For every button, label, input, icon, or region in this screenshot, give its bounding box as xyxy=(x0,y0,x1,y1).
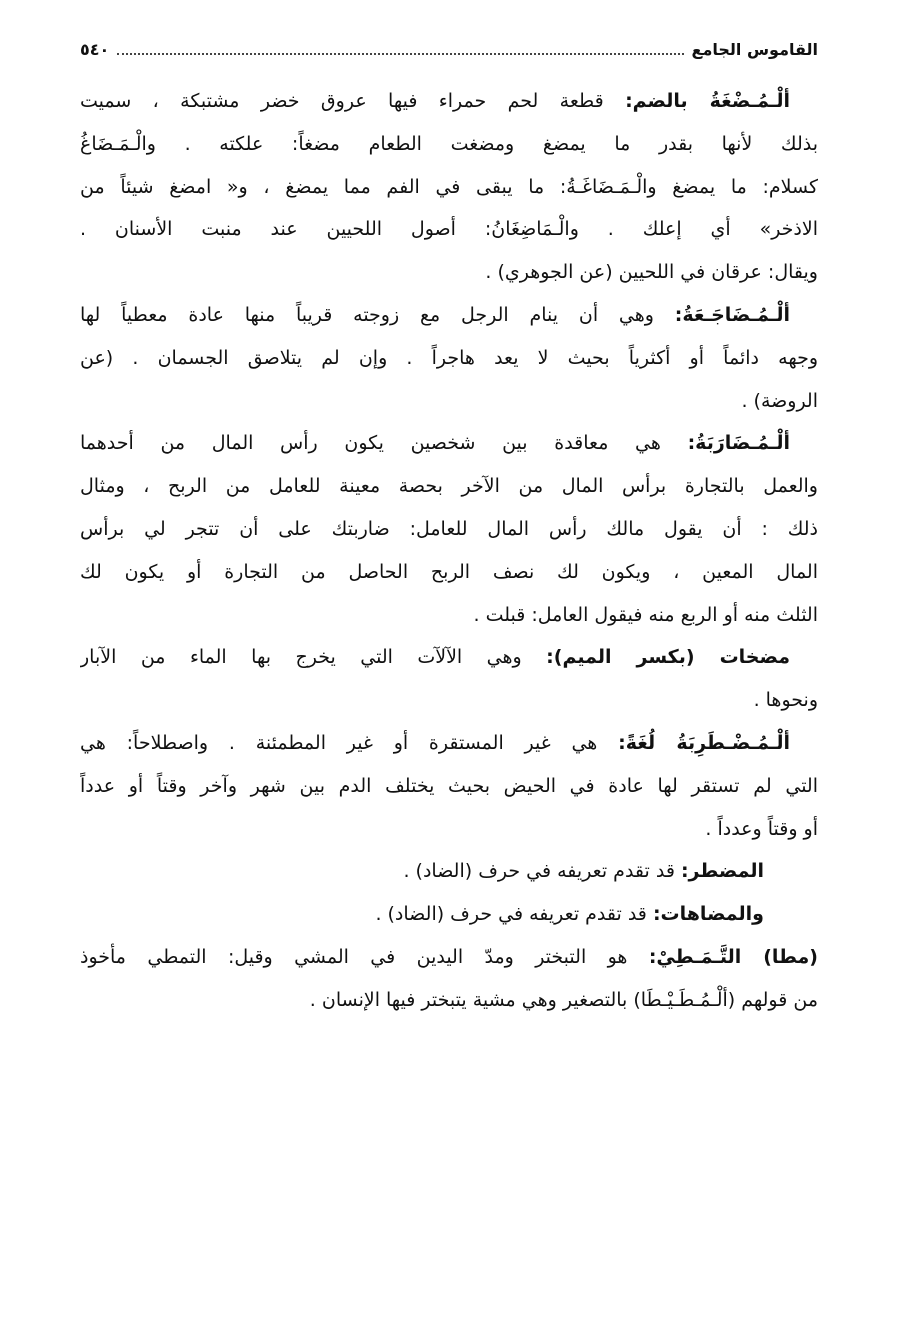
leader-dots xyxy=(117,43,683,55)
definition-text: قد تقدم تعريفه في حرف (الضاد) . xyxy=(375,903,653,926)
text-line xyxy=(80,936,818,979)
text-line xyxy=(80,850,818,893)
definition-text: وهي الآلآت التي يخرج بها الماء من الآبار xyxy=(80,646,547,669)
definition-text: الاذخر» أي إعلك . والْـمَاضِغَانُ: أصول اللحيين عند منبت الأسنان . xyxy=(80,218,818,241)
definition-text: الثلث منه أو الربع منه فيقول العامل: قبلت . xyxy=(473,603,818,626)
definition-text: هو التبختر ومدّ اليدين في المشي وقيل: التمطي مأخوذ xyxy=(80,945,649,968)
headword: ألْـمُـضَاجَـعَةُ: xyxy=(674,303,790,326)
definition-text: التي لم تستقر لها عادة في الحيض بحيث يختلف الدم بين شهر وآخر وقتاً أو عدداً xyxy=(80,774,818,797)
definition-text: الروضة) . xyxy=(741,389,818,412)
text-line xyxy=(80,380,818,423)
headword: (مطا) التَّـمَـطِيْ: xyxy=(648,945,818,968)
text-line xyxy=(80,251,818,294)
definition-text: المال المعين ، ويكون لك نصف الربح الحاصل من التجارة أو يكون لك xyxy=(80,560,818,583)
text-line xyxy=(80,765,818,808)
definition-text: قد تقدم تعريفه في حرف (الضاد) . xyxy=(403,860,681,883)
text-line xyxy=(80,465,818,508)
text-line xyxy=(80,123,818,166)
headword: ألْـمُـضَارَبَةُ: xyxy=(687,432,790,455)
text-line xyxy=(80,679,818,722)
definition-text: بذلك لأنها بقدر ما يمضغ ومضغت الطعام مضغاً: علكته . والْـمَـضَاغُ xyxy=(80,132,818,155)
definition-text: هي معاقدة بين شخصين يكون رأس المال من أحدهما xyxy=(80,432,688,455)
text-line xyxy=(80,979,818,1022)
definition-text: ويقال: عرقان في اللحيين (عن الجوهري) . xyxy=(485,261,818,284)
text-line xyxy=(80,594,818,637)
text-line xyxy=(80,508,818,551)
headword: ألْـمُـضْـطَرِبَةُ لُغَةً: xyxy=(618,731,791,754)
page-number: ٥٤٠ xyxy=(80,39,110,59)
definition-text: قطعة لحم حمراء فيها عروق خضر مشتبكة ، سميت xyxy=(80,90,626,112)
text-line xyxy=(80,80,818,123)
text-line xyxy=(80,722,818,765)
text-line xyxy=(80,893,818,936)
definition-text: وهي أن ينام الرجل مع زوجته قريباً منها عادة معطياً لها xyxy=(80,303,675,326)
definition-text: هي غير المستقرة أو غير المطمئنة . واصطلاحاً: هي xyxy=(80,731,619,754)
text-line xyxy=(80,636,818,679)
definition-text: ذلك : أن يقول مالك رأس المال للعامل: ضاربتك على أن تتجر لي برأس xyxy=(80,517,818,540)
definition-text: أو وقتاً وعدداً . xyxy=(705,817,818,840)
text-line xyxy=(80,208,818,251)
text-line xyxy=(80,294,818,337)
text-line xyxy=(80,166,818,209)
running-header xyxy=(80,34,818,64)
definition-text: كسلام: ما يمضغ والْـمَـضَاغَـةُ: ما يبقى في الفم مما يمضغ ، و« امضغ شيئاً من xyxy=(80,175,818,198)
definition-text: والعمل بالتجارة برأس المال من الآخر بحصة معينة للعامل من الربح ، ومثال xyxy=(80,475,818,498)
text-line xyxy=(80,551,818,594)
definition-text: وجهه دائماً أو أكثرياً بحيث لا يعد هاجراً . وإن لم يتلاصق الجسمان . (عن xyxy=(80,346,818,369)
headword: والمضاهات: xyxy=(652,903,764,926)
book-title: القاموس الجامع xyxy=(691,39,818,59)
headword: مضخات (بكسر الميم): xyxy=(546,646,790,669)
text-line xyxy=(80,808,818,851)
headword: ألْـمُـضْغَةُ بالضم: xyxy=(625,90,790,112)
text-line xyxy=(80,422,818,465)
definition-text: من قولهم (ألْـمُـطَـيْـطَا) بالتصغير وهي مشية يتبختر فيها الإنسان . xyxy=(309,988,818,1011)
text-line xyxy=(80,337,818,380)
headword: المضطر: xyxy=(680,860,764,883)
definition-text: ونحوها . xyxy=(753,689,818,712)
page-body xyxy=(80,80,818,1022)
